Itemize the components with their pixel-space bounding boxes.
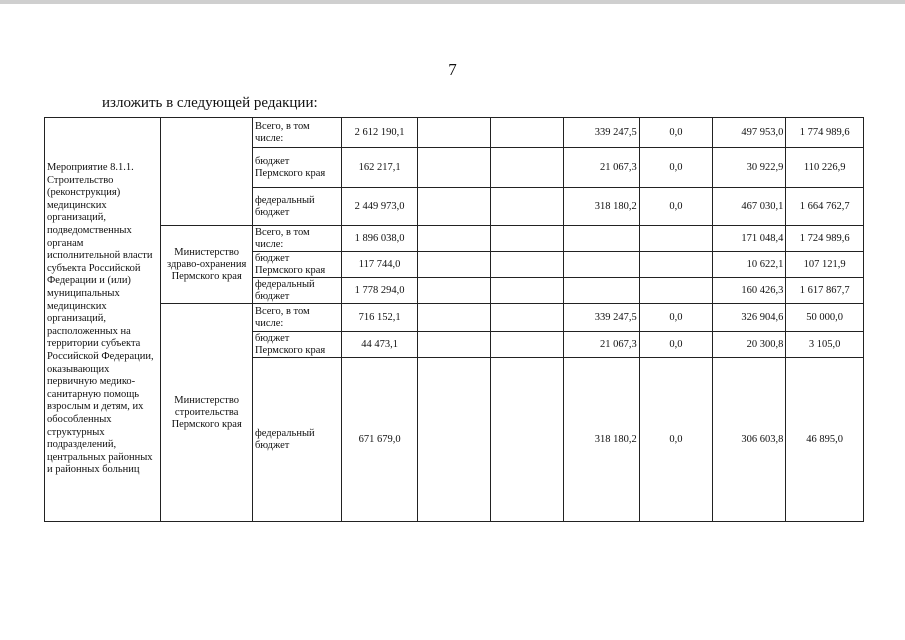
value-cell: 117 744,0 (342, 252, 417, 278)
budget-table (44, 117, 864, 522)
funding-source: Всего, в том числе: (252, 304, 341, 332)
value-cell: 1 724 989,6 (786, 226, 864, 252)
value-cell: 326 904,6 (713, 304, 786, 332)
value-cell (417, 148, 490, 188)
value-cell: 171 048,4 (713, 226, 786, 252)
value-cell: 0,0 (639, 188, 712, 226)
value-cell (417, 252, 490, 278)
funding-source: бюджет Пермского края (252, 148, 341, 188)
value-cell (491, 252, 564, 278)
value-cell: 30 922,9 (713, 148, 786, 188)
value-cell (417, 118, 490, 148)
value-cell: 671 679,0 (342, 358, 417, 522)
value-cell (491, 118, 564, 148)
value-cell (417, 332, 490, 358)
value-cell (417, 304, 490, 332)
value-cell: 1 617 867,7 (786, 278, 864, 304)
measure-description: Мероприятие 8.1.1. Строительство (реконструкция) медицинских организаций, подведомственных органам исполнительной власти субъекта Российской Федерации и (или) муниципальных медицинских организаций, расположенных на территории субъекта Российской Федерации, оказывающих первичную медико-санитарную помощь взрослым и детям, их обособленных структурных подразделений, центральных районных и районных больниц (45, 118, 161, 522)
value-cell: 0,0 (639, 304, 712, 332)
table-row (45, 118, 864, 148)
page-number: 7 (448, 60, 457, 79)
executor-cell: Министерство строительства Пермского края (161, 304, 253, 522)
value-cell: 467 030,1 (713, 188, 786, 226)
value-cell (491, 332, 564, 358)
value-cell: 0,0 (639, 332, 712, 358)
value-cell (639, 252, 712, 278)
value-cell: 339 247,5 (564, 118, 639, 148)
value-cell: 107 121,9 (786, 252, 864, 278)
value-cell (564, 278, 639, 304)
funding-source: бюджет Пермского края (252, 252, 341, 278)
value-cell: 0,0 (639, 118, 712, 148)
value-cell: 21 067,3 (564, 148, 639, 188)
value-cell: 318 180,2 (564, 188, 639, 226)
value-cell: 318 180,2 (564, 358, 639, 522)
value-cell: 1 664 762,7 (786, 188, 864, 226)
value-cell (417, 226, 490, 252)
value-cell: 2 612 190,1 (342, 118, 417, 148)
value-cell: 44 473,1 (342, 332, 417, 358)
value-cell: 716 152,1 (342, 304, 417, 332)
value-cell: 1 778 294,0 (342, 278, 417, 304)
table-row (45, 304, 864, 332)
value-cell (564, 252, 639, 278)
value-cell: 46 895,0 (786, 358, 864, 522)
value-cell: 1 774 989,6 (786, 118, 864, 148)
value-cell (491, 304, 564, 332)
intro-text: изложить в следующей редакции: (102, 95, 318, 111)
value-cell (417, 188, 490, 226)
value-cell: 306 603,8 (713, 358, 786, 522)
funding-source: Всего, в том числе: (252, 118, 341, 148)
value-cell: 10 622,1 (713, 252, 786, 278)
value-cell: 20 300,8 (713, 332, 786, 358)
executor-cell: Министерство здраво-охранения Пермского края (161, 226, 253, 304)
value-cell (491, 278, 564, 304)
value-cell: 162 217,1 (342, 148, 417, 188)
funding-source: федеральный бюджет (252, 358, 341, 522)
funding-source: федеральный бюджет (252, 188, 341, 226)
value-cell: 0,0 (639, 358, 712, 522)
value-cell (491, 358, 564, 522)
scan-edge (0, 0, 905, 4)
value-cell: 339 247,5 (564, 304, 639, 332)
value-cell (491, 188, 564, 226)
executor-cell (161, 118, 253, 226)
funding-source: Всего, в том числе: (252, 226, 341, 252)
funding-source: бюджет Пермского края (252, 332, 341, 358)
value-cell: 497 953,0 (713, 118, 786, 148)
value-cell: 160 426,3 (713, 278, 786, 304)
value-cell (491, 148, 564, 188)
value-cell (417, 358, 490, 522)
value-cell: 50 000,0 (786, 304, 864, 332)
value-cell: 21 067,3 (564, 332, 639, 358)
value-cell (639, 226, 712, 252)
value-cell (417, 278, 490, 304)
value-cell: 0,0 (639, 148, 712, 188)
funding-source: федеральный бюджет (252, 278, 341, 304)
value-cell: 110 226,9 (786, 148, 864, 188)
value-cell (639, 278, 712, 304)
value-cell (564, 226, 639, 252)
value-cell: 1 896 038,0 (342, 226, 417, 252)
table-row (45, 226, 864, 252)
value-cell: 2 449 973,0 (342, 188, 417, 226)
value-cell: 3 105,0 (786, 332, 864, 358)
value-cell (491, 226, 564, 252)
